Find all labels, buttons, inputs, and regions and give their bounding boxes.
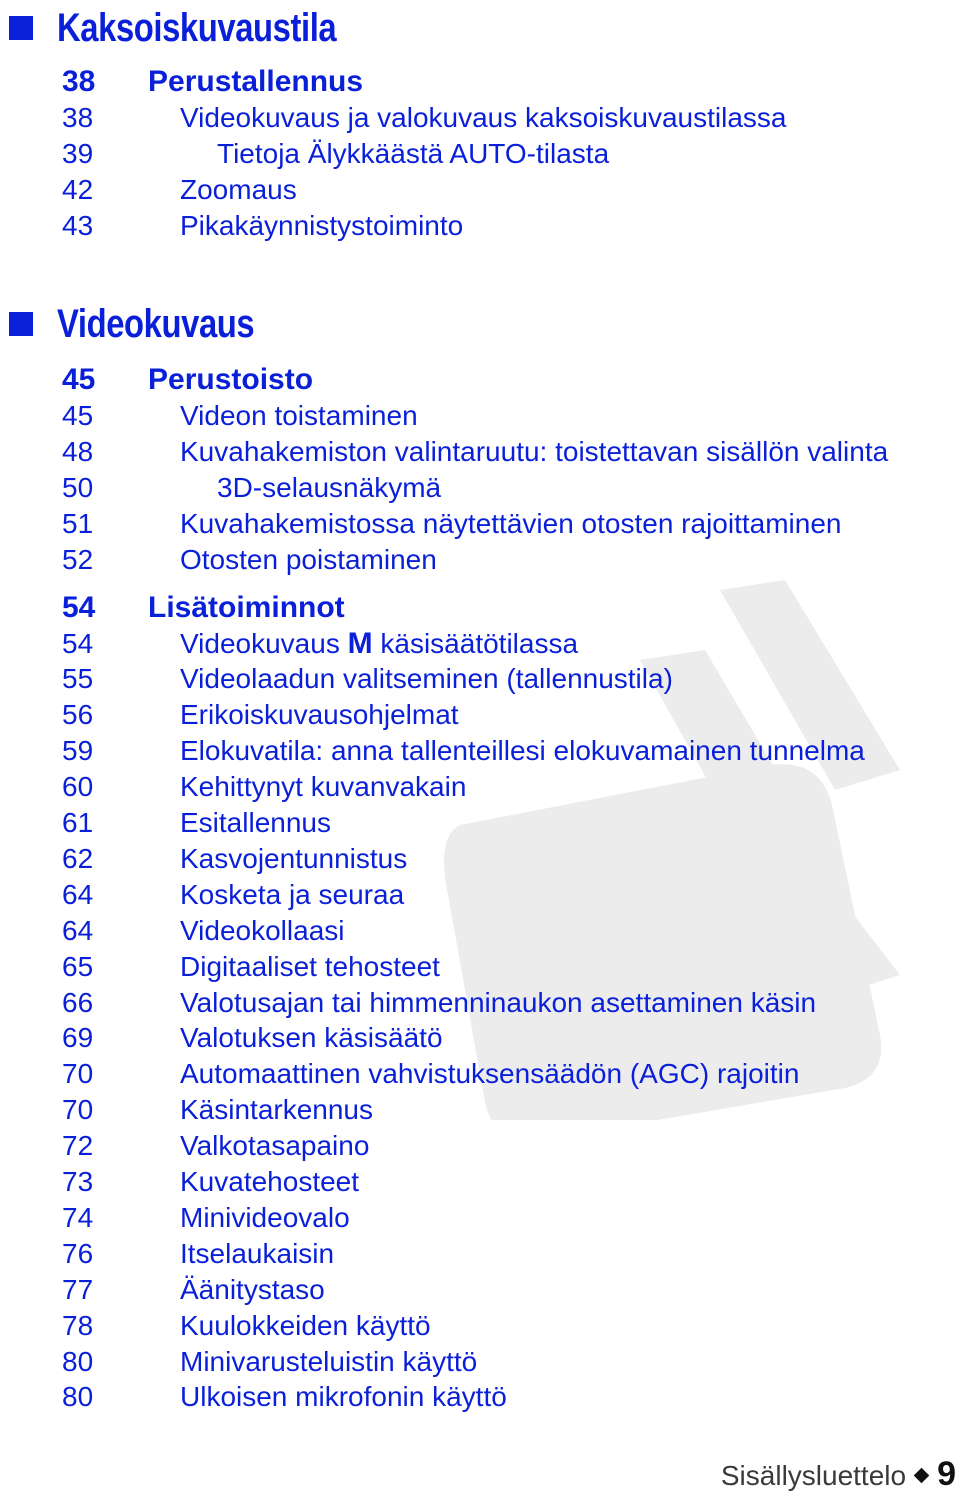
page-ref: 43 bbox=[62, 209, 94, 241]
entry-label: Elokuvatila: anna tallenteillesi elokuvamainen tunnelma bbox=[180, 735, 865, 767]
page-ref: 76 bbox=[62, 1237, 94, 1269]
entry-label: Tietoja Älykkäästä AUTO-tilasta bbox=[217, 137, 610, 169]
diamond-icon bbox=[914, 1468, 930, 1484]
entry-label: Pikakäynnistystoiminto bbox=[180, 209, 464, 241]
page-number: 9 bbox=[937, 1455, 956, 1493]
page-ref: 38 bbox=[62, 102, 94, 133]
entry-label: Kuvahakemistossa näytettävien otosten rajoittaminen bbox=[180, 507, 842, 539]
page-ref: 45 bbox=[62, 400, 94, 431]
page-ref: 70 bbox=[62, 1058, 94, 1090]
entry-label: Kasvojentunnistus bbox=[180, 842, 408, 874]
page-ref: 74 bbox=[62, 1201, 94, 1233]
entry-label: Videokuvaus M käsisäätötilassa bbox=[180, 626, 579, 660]
page-ref: 48 bbox=[62, 435, 94, 467]
entry-label: Esitallennus bbox=[180, 807, 331, 838]
entry-label: Erikoiskuvausohjelmat bbox=[180, 699, 459, 731]
entry-label: Minivarusteluistin käyttö bbox=[180, 1345, 478, 1377]
page-ref: 73 bbox=[62, 1166, 94, 1197]
heading-label: Lisätoiminnot bbox=[148, 590, 345, 624]
entry-label: Videolaadun valitseminen (tallennustila) bbox=[180, 663, 673, 695]
page-ref: 62 bbox=[62, 842, 94, 874]
page-ref: 70 bbox=[62, 1094, 94, 1126]
page-ref: 50 bbox=[62, 471, 94, 503]
entry-label: Digitaaliset tehosteet bbox=[180, 950, 440, 982]
page-ref: 39 bbox=[62, 137, 94, 169]
page-ref: 52 bbox=[62, 543, 94, 575]
entry-label: Kuvatehosteet bbox=[180, 1166, 360, 1197]
entry-label: Videokuvaus ja valokuvaus kaksoiskuvaustilassa bbox=[180, 102, 787, 133]
page-ref: 80 bbox=[62, 1381, 94, 1413]
page-ref: 61 bbox=[62, 807, 94, 838]
entry-label: Otosten poistaminen bbox=[180, 543, 437, 575]
entry-label: Zoomaus bbox=[180, 173, 297, 205]
entry-label: Valotusajan tai himmenninaukon asettaminen käsin bbox=[180, 986, 817, 1018]
entry-label: Kehittynyt kuvanvakain bbox=[180, 771, 467, 803]
page-ref: 77 bbox=[62, 1273, 94, 1305]
page-footer bbox=[721, 1452, 956, 1496]
page-ref: 64 bbox=[62, 878, 94, 910]
section-bullet-icon bbox=[9, 16, 33, 40]
entry-label: 3D-selausnäkymä bbox=[217, 471, 442, 503]
entry-label: Valkotasapaino bbox=[180, 1130, 370, 1162]
page-ref: 69 bbox=[62, 1022, 94, 1054]
page-ref: 80 bbox=[62, 1345, 94, 1377]
entry-label: Videon toistaminen bbox=[180, 400, 418, 431]
heading-label: Perustoisto bbox=[148, 363, 314, 396]
page-ref: 66 bbox=[62, 986, 94, 1018]
section-title: Kaksoiskuvaustila bbox=[57, 6, 337, 50]
entry-label: Videokollaasi bbox=[180, 914, 345, 946]
entry-label: Automaattinen vahvistuksensäädön (AGC) rajoitin bbox=[180, 1058, 800, 1090]
page-ref: 78 bbox=[62, 1309, 94, 1341]
page-ref: 45 bbox=[62, 363, 96, 396]
manual-mode-icon: M bbox=[347, 626, 373, 660]
entry-label: Kosketa ja seuraa bbox=[180, 878, 405, 910]
entry-label: Ulkoisen mikrofonin käyttö bbox=[180, 1381, 507, 1413]
page-ref: 72 bbox=[62, 1130, 94, 1162]
page-ref: 55 bbox=[62, 663, 94, 695]
entry-label: Äänitystaso bbox=[180, 1273, 325, 1305]
page-ref: 60 bbox=[62, 771, 94, 803]
page-ref: 59 bbox=[62, 735, 94, 767]
page-ref: 64 bbox=[62, 914, 94, 946]
page-ref: 65 bbox=[62, 950, 94, 982]
entry-label: Käsintarkennus bbox=[180, 1094, 374, 1126]
footer-label: Sisällysluettelo bbox=[720, 1460, 907, 1491]
entry-label: Kuulokkeiden käyttö bbox=[180, 1309, 431, 1341]
heading-label: Perustallennus bbox=[148, 65, 364, 98]
entry-label: Minivideovalo bbox=[180, 1201, 350, 1233]
section-bullet-icon bbox=[9, 312, 33, 336]
entry-label: Itselaukaisin bbox=[180, 1237, 335, 1269]
page-ref: 56 bbox=[62, 699, 94, 731]
page-ref: 42 bbox=[62, 173, 94, 205]
page-ref: 54 bbox=[62, 590, 96, 624]
entry-label: Valotuksen käsisäätö bbox=[180, 1022, 443, 1054]
entry-label: Kuvahakemiston valintaruutu: toistettavan sisällön valinta bbox=[180, 435, 889, 467]
page-ref: 51 bbox=[62, 507, 94, 539]
page-ref: 38 bbox=[62, 65, 96, 98]
page-ref: 54 bbox=[62, 627, 94, 659]
section-title: Videokuvaus bbox=[57, 302, 255, 346]
